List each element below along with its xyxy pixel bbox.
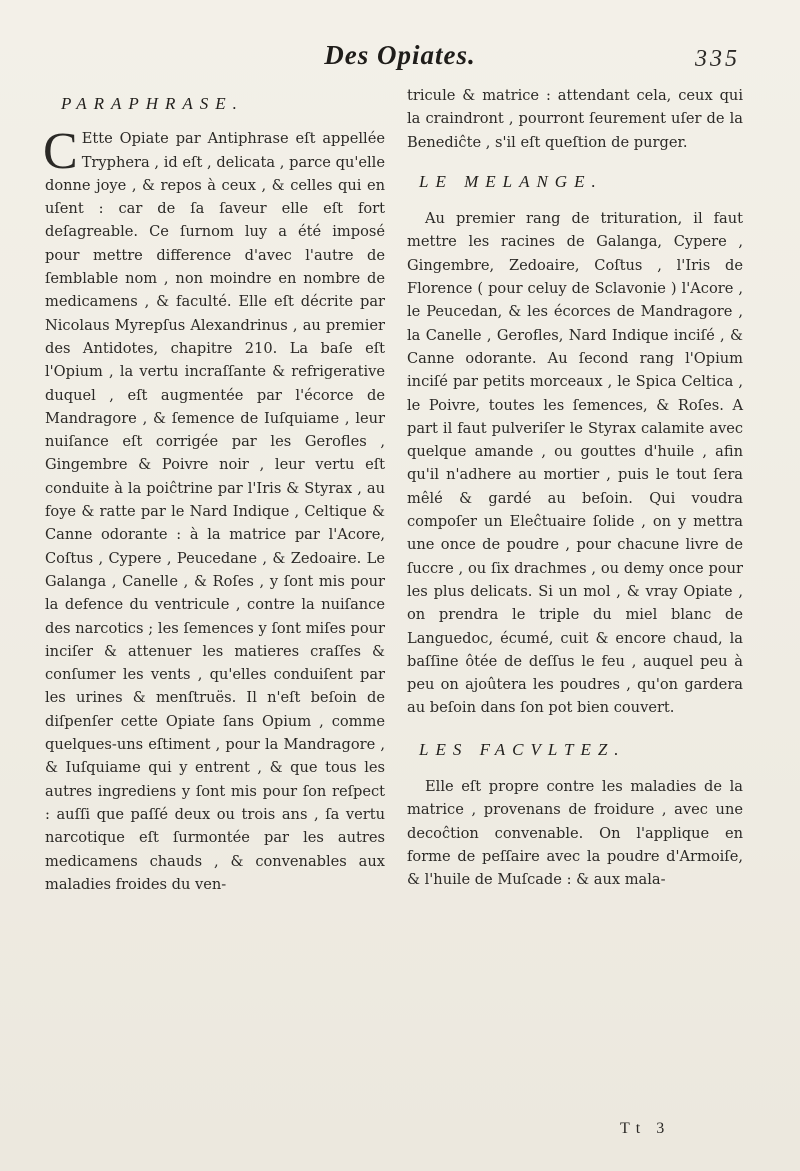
catchword-signature: Tt 3 bbox=[620, 1120, 671, 1137]
left-column bbox=[45, 84, 385, 896]
drop-cap: C bbox=[43, 123, 78, 181]
paraphrase-paragraph bbox=[43, 123, 385, 896]
facultez-paragraph: Elle eſt propre contre les maladies de la matrice , provenans de froidure , avec une decoĉtion convenable. On l'applique en forme de peſſaire avec la poudre d'Armoiſe, & l'huile de Muſcade : & aux mala- bbox=[407, 778, 743, 889]
continuation-text: tricule & matrice : attendant cela, ceux qui la craindront , pourront ſeurement uſer de la Benediĉte , s'il eſt queſtion de purger. bbox=[407, 87, 743, 151]
heading-paraphrase: PARAPHRASE. bbox=[61, 94, 244, 113]
running-title: Des Opiates. bbox=[324, 40, 476, 70]
melange-paragraph: Au premier rang de trituration, il faut mettre les racines de Galanga, Cypere , Gingembre, Zedoaire, Coſtus , l'Iris de Florence ( pour celuy de Sclavonie ) l'Acore , le Peucedan, & les écorces de Mandragore , la Canelle , Gerofles, Nard Indique inciſé , & Canne odorante. Au ſecond rang l'Opium inciſé par petits morceaux , le Spica Celtica , le Poivre, toutes les ſemences, & Roſes. A part il faut pulveriſer le Styrax calamite avec quelque amande , ou gouttes d'huile , afin qu'il n'adhere au mortier , puis le tout ſera mêlé & gardé au beſoin. Qui voudra compoſer un Eleĉtuaire ſolide , on y mettra une once de poudre , pour chacune livre de ſuccre , ou ſix drachmes , ou demy once pour les plus delicats. Si un mol , & vray Opiate , on prendra le triple du miel blanc de Languedoc, écumé, cuit & encore chaud, la baſſine ôtée de deſſus le feu , auquel peu à peu on ajoûtera les poudres , qu'on gardera au beſoin dans ſon pot bien couvert. bbox=[407, 210, 743, 717]
paraphrase-text: Ette Opiate par Antiphrase eſt appellée Tryphera , id eſt , delicata , parce qu'elle donne joye , & repos à ceux , & celles qui en uſent : car de ſa ſaveur elle eſt fort deſagreable. Ce ſurnom luy a été imposé pour mettre difference d'avec l'autre de ſemblable nom , non moindre en nombre de medicamens , & faculté. Elle eſt décrite par Nicolaus Myrepſus Alexandrinus , au premier des Antidotes, chapitre 210. La baſe eſt l'Opium , la vertu incraſſante & refrigerative duquel , eſt augmentée par l'écorce de Mandragore , & ſemence de Iuſquiame , leur nuiſance eſt corrigée par les Gerofles , Gingembre & Poivre noir , leur vertu eſt conduite à la poiĉtrine par l'Iris & Styrax , au foye & ratte par le Nard Indique , Celtique & Canne odorante : à la matrice par l'Acore, Coſtus , Cypere , Peucedane , & Zedoaire. Le Galanga , Canelle , & Roſes , y ſont mis pour la defence du ventricule , contre la nuiſance des narcotics ; les ſemences y ſont miſes pour inciſer & attenuer les matieres craſſes & conſumer les vents , qu'elles conduiſent par les urines & menſtruës. Il n'eſt beſoin de diſpenſer cette Opiate ſans Opium , comme quelques-uns eſtiment , pour la Mandragore , & Iuſquiame qui y entrent , & que tous les autres ingrediens y ſont mis pour ſon reſpect : auſſi que paſſé deux ou trois ans , ſa vertu narcotique eſt ſurmontée par les autres medicamens chauds , & convenables aux maladies froides du ven- bbox=[45, 130, 385, 893]
page-number: 335 bbox=[695, 46, 740, 72]
heading-melange: LE MELANGE. bbox=[419, 171, 603, 191]
heading-facultez: LES FACVLTEZ. bbox=[419, 739, 626, 759]
right-column bbox=[407, 84, 743, 892]
